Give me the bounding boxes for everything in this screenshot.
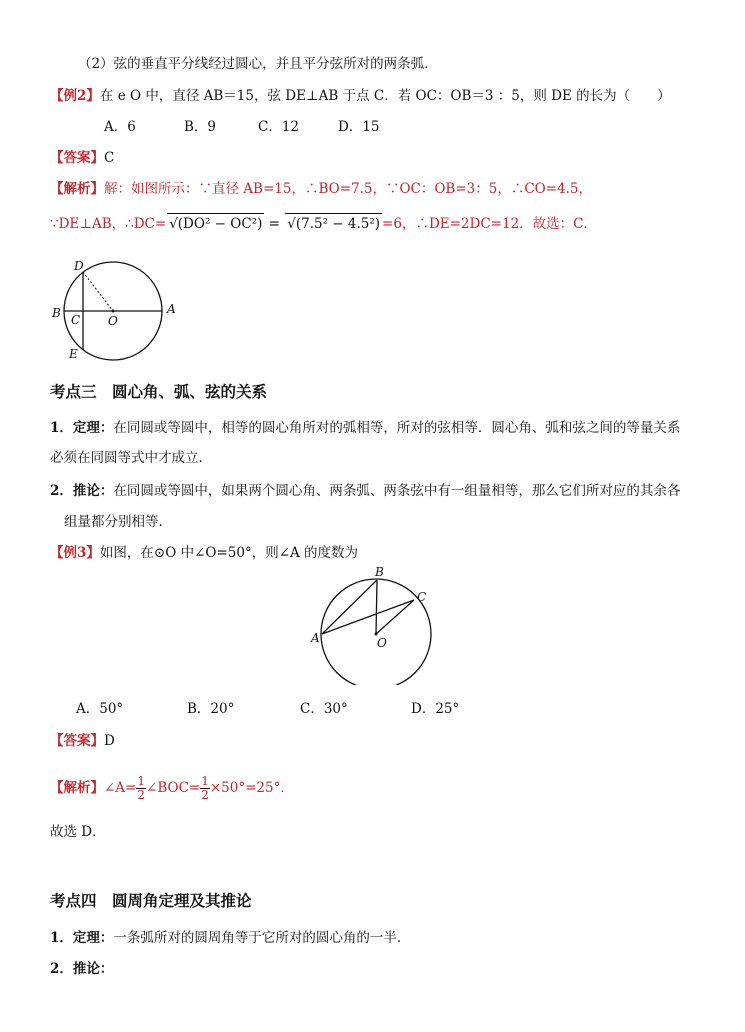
example-2-tag: 【例2】 (50, 88, 100, 104)
label-b: B (375, 565, 384, 579)
answer-value: D (104, 733, 115, 749)
example-3-option-c: C．30° (300, 701, 348, 717)
theorem-number: 1． (50, 420, 73, 436)
example-3-option-a: A．50° (76, 701, 124, 717)
label-o: O (108, 314, 118, 328)
sqrt-expression-2: √(7.5² − 4.5²) (285, 213, 382, 234)
theorem-number: 1． (50, 930, 73, 946)
example-3-tag: 【例3】 (50, 545, 100, 561)
section-3-corollary-cont: 组量都分别相等． (64, 514, 172, 530)
corollary-heading: 推论： (72, 961, 114, 977)
radius-oc (376, 600, 414, 634)
fraction-numerator: 1 (201, 774, 209, 788)
example-3-option-d: D．25° (411, 701, 460, 717)
corollary-number: 2． (50, 483, 73, 499)
example-3-answer (50, 731, 115, 751)
figure-circle-diameter (48, 255, 183, 365)
example-3-question (50, 543, 358, 563)
solution-text-c: ×50°=25°． (209, 780, 294, 796)
theorem-heading: 定理： (72, 930, 114, 946)
label-c: C (417, 590, 427, 604)
section-4-theorem (50, 928, 410, 948)
example-2-text: 在 e O 中，直径 AB＝15，弦 DE⊥AB 于点 C．若 OC：OB＝3 ：5，则 DE 的长为（ ） (99, 88, 671, 104)
example-3-text: 如图，在⊙O 中∠O=50°，则∠A 的度数为 (99, 545, 359, 561)
radius-ob (376, 580, 377, 634)
label-c: C (71, 313, 81, 327)
solution-text-b: ∠BOC= (146, 780, 201, 796)
example-3-choose: 故选 D． (50, 824, 106, 840)
example-2-question (50, 86, 671, 106)
chord-ac (322, 600, 414, 634)
section-3-corollary (50, 481, 680, 501)
example-3-option-b: B．20° (187, 701, 235, 717)
answer-value: C (104, 150, 115, 166)
corollary-text: 在同圆或等圆中，如果两个圆心角、两条弧、两条弦中有一组量相等，那么它们所对应的其余各 (113, 483, 681, 499)
solution-text-1: 解：如图所示：∵直径 AB=15，∴BO=7.5，∵OC：OB=3：5，∴CO=4.5， (104, 181, 593, 197)
theorem-text: 在同圆或等圆中，相等的圆心角所对的弧相等，所对的弦相等．圆心角、弧和弦之间的等量关系 (113, 420, 681, 436)
label-b: B (52, 306, 61, 320)
example-2-answer (50, 148, 114, 168)
example-2-solution-line-2 (50, 213, 597, 234)
solution-equals: = (264, 216, 285, 232)
corollary-heading: 推论： (72, 483, 114, 499)
label-a: A (167, 302, 176, 316)
section-3-theorem (50, 418, 680, 438)
center-point (112, 310, 115, 313)
fraction-denominator: 2 (137, 788, 146, 802)
theorem-text: 一条弧所对的圆周角等于它所对的圆心角的一半． (113, 930, 411, 946)
answer-tag: 【答案】 (50, 733, 104, 749)
solution-tag: 【解析】 (50, 780, 104, 796)
solution-text-a: ∠A= (104, 780, 137, 796)
example-2-option-a: A．6 (104, 119, 136, 135)
solution-tag: 【解析】 (50, 181, 104, 197)
figure-circle-angle (306, 563, 441, 685)
chord-ab (322, 580, 377, 634)
section-3-title: 考点三 圆心角、弧、弦的关系 (50, 383, 268, 401)
label-a: A (311, 631, 320, 645)
label-d: D (74, 259, 84, 273)
fraction-half-2 (200, 775, 210, 802)
example-3-solution (50, 775, 294, 802)
example-2-solution-line-1 (50, 179, 592, 199)
theorem-heading: 定理： (72, 420, 114, 436)
answer-tag: 【答案】 (50, 150, 104, 166)
sqrt-expression-1: √(DO² − OC²) (167, 213, 264, 234)
corollary-number: 2． (50, 961, 73, 977)
property-2: （2）弦的垂直平分线经过圆心，并且平分弦所对的两条弧． (78, 56, 438, 72)
label-e: E (69, 347, 78, 361)
section-4-title: 考点四 圆周角定理及其推论 (50, 892, 252, 910)
example-2-option-d: D．15 (338, 119, 380, 135)
section-3-theorem-cont: 必须在同圆等式中才成立． (50, 450, 212, 466)
example-2-option-b: B．9 (184, 119, 217, 135)
fraction-denominator: 2 (201, 788, 209, 802)
segment-do (83, 272, 113, 311)
fraction-half-1 (136, 775, 146, 802)
solution-text-2a: ∵DE⊥AB，∴DC= (50, 216, 167, 232)
example-2-option-c: C．12 (258, 119, 300, 135)
label-o: O (377, 636, 387, 650)
solution-text-2e: =6，∴DE=2DC=12．故选：C． (382, 216, 597, 232)
section-4-corollary (50, 959, 113, 979)
fraction-numerator: 1 (137, 774, 146, 788)
